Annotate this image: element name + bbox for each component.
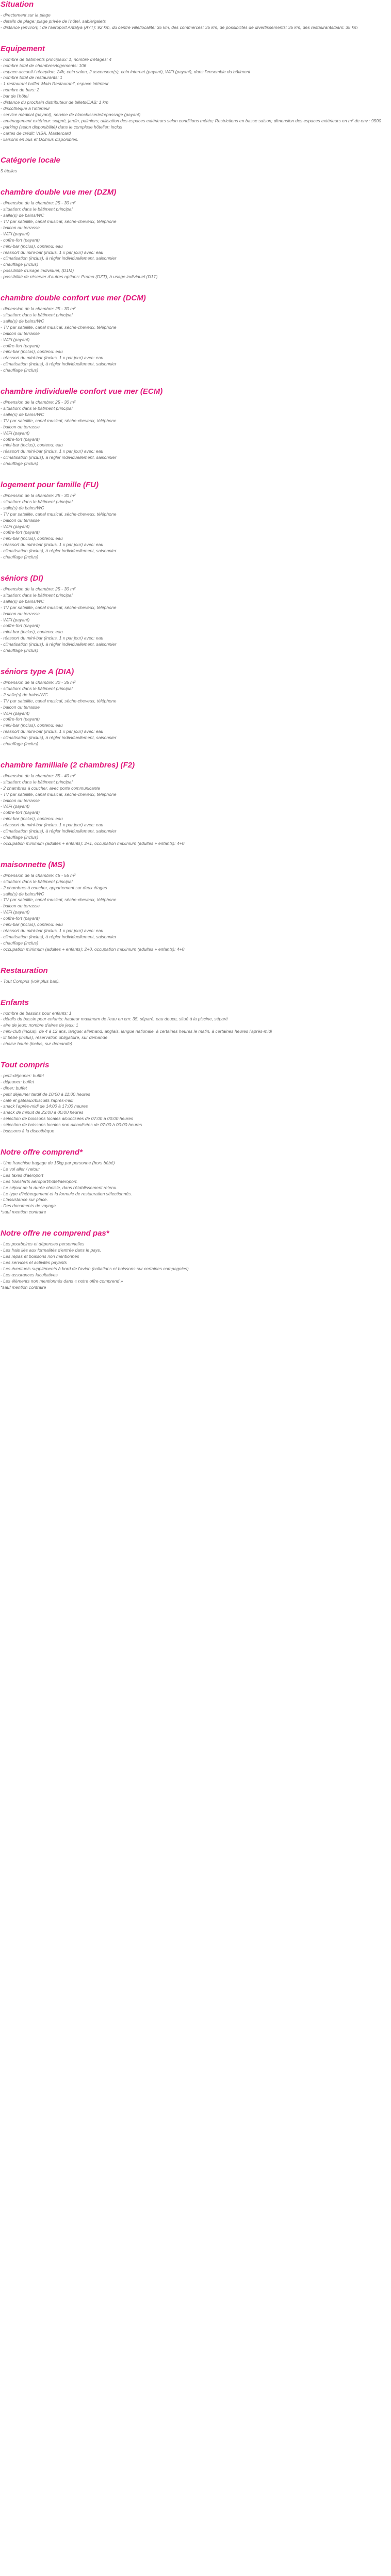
list-item: - occupation minimum (adultes + enfants): 2+0, occupation maximum (adultes + enfants): 4+0 xyxy=(1,946,185,952)
section-lines xyxy=(1,1241,391,1290)
list-item: - discothèque à l'intérieur xyxy=(1,105,50,111)
list-item: - WiFi (payant) xyxy=(1,430,30,436)
section-lines xyxy=(1,12,391,31)
list-item: - nombre de bars: 2 xyxy=(1,87,39,93)
section-tout-compris xyxy=(1,1061,391,1134)
section-title: séniors type A (DIA) xyxy=(1,667,74,676)
list-item: - nombre de bassins pour enfants: 1 xyxy=(1,1010,72,1016)
list-item: - réassort du mini-bar (inclus, 1 x par jour) avec: eau xyxy=(1,355,104,361)
list-item: - situation: dans le bâtiment principal xyxy=(1,206,73,212)
list-item: - dimension de la chambre: 30 - 35 m² xyxy=(1,679,76,685)
section-title: chambre familliale (2 chambres) (F2) xyxy=(1,760,135,770)
list-item: - cartes de crédit: VISA, Mastercard xyxy=(1,130,71,136)
section-title: chambre individuelle confort vue mer (ECM) xyxy=(1,387,163,396)
list-item: - occupation minimum (adultes + enfants): 2+1, occupation maximum (adultes + enfants): 4+0 xyxy=(1,840,185,846)
section-title: Equipement xyxy=(1,44,45,53)
list-item: - situation: dans le bâtiment principal xyxy=(1,685,73,691)
list-item: - boissons à la discothèque xyxy=(1,1128,55,1134)
section-room-dcm xyxy=(1,294,391,374)
list-item: - mini-bar (inclus), contenu: eau xyxy=(1,816,63,822)
section-lines xyxy=(1,399,391,467)
list-item: - coffre-fort (payant) xyxy=(1,623,40,629)
list-item: - détails du bassin pour enfants: hauteur maximum de l'eau en cm: 35, séparé, eau douce, situé à la piscine, séparé xyxy=(1,1016,228,1022)
list-item: - Les assurances facultatives xyxy=(1,1272,58,1277)
list-item: - service médical (payant), service de blanchisserie/repassage (payant) xyxy=(1,111,141,117)
list-item: - climatisation (inclus), à régler individuellement, saisonnier xyxy=(1,255,117,261)
list-item: - réassort du mini-bar (inclus, 1 x par jour) avec: eau xyxy=(1,729,104,734)
list-item: - possibilité d'usage individuel, (D1M) xyxy=(1,268,74,274)
list-item: - 2 chambres à coucher, avec porte communicante xyxy=(1,785,100,791)
list-item: - Les éventuels suppléments à bord de l'avion (collations et boissons sur certaines compagnies) xyxy=(1,1266,189,1271)
section-categorie xyxy=(1,156,391,174)
list-item: - TV par satellite, canal musical, sèche-cheveux, téléphone xyxy=(1,698,117,703)
list-item: - balcon ou terrasse xyxy=(1,330,40,336)
list-item: - Tout Compris (voir plus bas). xyxy=(1,978,60,984)
list-item: - chauffage (inclus) xyxy=(1,461,39,467)
list-item: - situation: dans le bâtiment principal xyxy=(1,779,73,785)
section-lines xyxy=(1,873,391,953)
list-item: - situation: dans le bâtiment principal xyxy=(1,312,73,317)
list-item: - nombre total de chambres/logements: 106 xyxy=(1,62,87,68)
section-lines xyxy=(1,57,391,143)
list-item: - WiFi (payant) xyxy=(1,617,30,622)
list-item: - WiFi (payant) xyxy=(1,337,30,342)
section-lines xyxy=(1,1073,391,1134)
list-item: - balcon ou terrasse xyxy=(1,903,40,909)
list-item: - café et gâteaux/biscuits l'après-midi xyxy=(1,1097,74,1103)
list-item: - dimension de la chambre: 25 - 30 m² xyxy=(1,586,76,591)
list-item: - climatisation (inclus), à régler individuellement, saisonnier xyxy=(1,642,117,647)
section-lines xyxy=(1,773,391,847)
list-item: - chauffage (inclus) xyxy=(1,367,39,373)
list-item: - chaise haute (inclus, sur demande) xyxy=(1,1041,73,1047)
list-item: - sélection de boissons locales non-alcoolisées de 07:00 à 00:00 heures xyxy=(1,1122,142,1128)
list-item: - distance (environ) : de l'aéroport Antalya (AYT): 92 km, du centre ville/localité: 35 km, des commerces: 35 km, de possibilités de divertissements: 35 km, des restaurants/bars: 35 km xyxy=(1,24,358,30)
section-lines xyxy=(1,168,391,174)
list-item: - 2 salle(s) de bains/WC xyxy=(1,692,48,697)
list-item: - coffre-fort (payant) xyxy=(1,237,40,243)
section-lines xyxy=(1,979,391,985)
list-item: - mini-club (inclus), de 4 à 12 ans, langue: allemand, anglais, langue nationale, à certaines heures le matin, à certaines heures l'après-midi xyxy=(1,1029,272,1034)
list-item: - TV par satellite, canal musical, sèche-cheveux, téléphone xyxy=(1,324,117,330)
list-item: - coffre-fort (payant) xyxy=(1,916,40,921)
list-item: - Les taxes d'aéroport xyxy=(1,1172,43,1178)
list-item: - dîner: buffet xyxy=(1,1085,27,1091)
list-item: - nombre de bâtiments principaux: 1, nombre d'étages: 4 xyxy=(1,56,112,62)
list-item: - Les pourboires et dépenses personnelles xyxy=(1,1241,85,1247)
list-item: - Le séjour de la durée choisie, dans l'établissement retenu. xyxy=(1,1185,118,1190)
list-item: - situation: dans le bâtiment principal xyxy=(1,878,73,884)
list-item: - TV par satellite, canal musical, sèche-cheveux, téléphone xyxy=(1,897,117,903)
section-room-ms xyxy=(1,860,391,953)
list-item: - climatisation (inclus), à régler individuellement, saisonnier xyxy=(1,455,117,460)
list-item: - WiFi (payant) xyxy=(1,909,30,915)
section-offre-comprend xyxy=(1,1148,391,1215)
list-item: - salle(s) de bains/WC xyxy=(1,318,44,324)
list-item: - Des documents de voyage. xyxy=(1,1203,57,1209)
list-item: - aire de jeux: nombre d'aires de jeux: 1 xyxy=(1,1022,78,1028)
list-item: - dimension de la chambre: 25 - 30 m² xyxy=(1,200,76,206)
list-item: - balcon ou terrasse xyxy=(1,517,40,523)
section-situation xyxy=(1,0,391,31)
section-equipement xyxy=(1,44,391,143)
list-item: - WiFi (payant) xyxy=(1,710,30,716)
list-item: - balcon ou terrasse xyxy=(1,797,40,803)
list-item: - Les services et activités payants xyxy=(1,1259,67,1265)
list-item: - liaisons en bus et Dolmus disponibles. xyxy=(1,136,78,142)
list-item: - espace accueil / réception, 24h, coin salon, 2 ascenseur(s), coin internet (payant), WiFi (payant), dans l'ensemble du bâtiment xyxy=(1,69,251,74)
list-item: - climatisation (inclus), à régler individuellement, saisonnier xyxy=(1,735,117,741)
list-item: - aménagement extérieur: soigné, jardin, palmiers; utilisation des espaces extérieurs selon conditions météo; Restrictions en basse saison; dimension des espaces extérieurs en m² de env.: 9500 xyxy=(1,118,381,123)
list-item: - chauffage (inclus) xyxy=(1,835,39,840)
list-item: - salle(s) de bains/WC xyxy=(1,505,44,510)
list-item: - réassort du mini-bar (inclus, 1 x par jour) avec: eau xyxy=(1,449,104,454)
list-item: - Le vol aller / retour xyxy=(1,1166,40,1172)
list-item: - situation: dans le bâtiment principal xyxy=(1,405,73,411)
list-item: - déjeuner: buffet xyxy=(1,1079,34,1084)
section-title: maisonnette (MS) xyxy=(1,860,66,869)
list-item: - TV par satellite, canal musical, sèche-cheveux, téléphone xyxy=(1,511,117,517)
footnote: *sauf mention contraire xyxy=(1,1209,46,1215)
list-item: - réassort du mini-bar (inclus, 1 x par jour) avec: eau xyxy=(1,635,104,641)
list-item: - climatisation (inclus), à régler individuellement, saisonnier xyxy=(1,548,117,554)
list-item: - chauffage (inclus) xyxy=(1,940,39,946)
list-item: - réassort du mini-bar (inclus, 1 x par jour) avec: eau xyxy=(1,249,104,255)
list-item: - dimension de la chambre: 25 - 30 m² xyxy=(1,399,76,405)
section-lines xyxy=(1,200,391,280)
list-item: - mini-bar (inclus), contenu: eau xyxy=(1,922,63,927)
section-lines xyxy=(1,586,391,654)
section-room-di xyxy=(1,574,391,654)
section-offre-ne-comprend-pas xyxy=(1,1229,391,1290)
list-item: - réassort du mini-bar (inclus, 1 x par jour) avec: eau xyxy=(1,927,104,933)
list-item: - coffre-fort (payant) xyxy=(1,716,40,722)
list-item: - L'assistance sur place. xyxy=(1,1197,48,1203)
section-lines xyxy=(1,1011,391,1047)
list-item: - coffre-fort (payant) xyxy=(1,810,40,815)
list-item: - situation: dans le bâtiment principal xyxy=(1,592,73,598)
section-title: chambre double vue mer (DZM) xyxy=(1,188,117,197)
list-item: - WiFi (payant) xyxy=(1,804,30,809)
section-title: Notre offre comprend* xyxy=(1,1148,83,1157)
list-item: - climatisation (inclus), à régler individuellement, saisonnier xyxy=(1,934,117,939)
list-item: - réassort du mini-bar (inclus, 1 x par jour) avec: eau xyxy=(1,822,104,828)
list-item: - chauffage (inclus) xyxy=(1,554,39,560)
section-title: Enfants xyxy=(1,998,29,1007)
section-title: Tout compris xyxy=(1,1060,50,1069)
list-item: - climatisation (inclus), à régler individuellement, saisonnier xyxy=(1,828,117,834)
list-item: - coffre-fort (payant) xyxy=(1,530,40,535)
list-item: - coffre-fort (payant) xyxy=(1,343,40,348)
list-item: - bar de l'hôtel xyxy=(1,93,29,99)
section-room-dia xyxy=(1,667,391,747)
section-title: logement pour famille (FU) xyxy=(1,481,99,490)
list-item: - TV par satellite, canal musical, sèche-cheveux, téléphone xyxy=(1,791,117,797)
list-item: - Le type d'hébergement et la formule de restauration sélectionnés. xyxy=(1,1191,132,1196)
list-item: - TV par satellite, canal musical, sèche-cheveux, téléphone xyxy=(1,604,117,610)
list-item: - snack l'après-midi de 14:00 à 17:00 heures xyxy=(1,1103,88,1109)
list-item: - TV par satellite, canal musical, sèche-cheveux, téléphone xyxy=(1,418,117,423)
list-item: - WiFi (payant) xyxy=(1,523,30,529)
list-item: - climatisation (inclus), à régler individuellement, saisonnier xyxy=(1,361,117,367)
list-item: - mini-bar (inclus), contenu: eau xyxy=(1,349,63,355)
list-item: - mini-bar (inclus), contenu: eau xyxy=(1,723,63,728)
section-lines xyxy=(1,1160,391,1215)
list-item: - salle(s) de bains/WC xyxy=(1,598,44,604)
list-item: - lit bébé (inclus), réservation obligatoire, sur demande xyxy=(1,1035,108,1041)
list-item: - Les transferts aéroport/hôtel/aéroport. xyxy=(1,1178,78,1184)
section-enfants xyxy=(1,998,391,1047)
list-item: - balcon ou terrasse xyxy=(1,611,40,616)
section-room-ecm xyxy=(1,387,391,467)
list-item: - Les éléments non mentionnés dans « notre offre comprend » xyxy=(1,1278,123,1284)
list-item: - distance du prochain distributeur de billets/DAB: 1 km xyxy=(1,100,109,105)
section-title: Notre offre ne comprend pas* xyxy=(1,1229,109,1238)
list-item: - petit-déjeuner: buffet xyxy=(1,1073,44,1078)
list-item: - details de plage: plage privée de l'hôtel, sable/galets xyxy=(1,18,106,24)
list-item: - dimension de la chambre: 45 - 55 m² xyxy=(1,872,76,878)
list-item: - Les frais liés aux formalités d'entrée dans le pays. xyxy=(1,1247,102,1253)
list-item: - sélection de boissons locales alcoolisées de 07:00 à 00:00 heures xyxy=(1,1116,134,1122)
section-title: Situation xyxy=(1,0,34,9)
list-item: - salle(s) de bains/WC xyxy=(1,411,44,417)
list-item: - salle(s) de bains/WC xyxy=(1,891,44,897)
list-item: - directement sur la plage xyxy=(1,12,51,18)
list-item: - dimension de la chambre: 25 - 30 m² xyxy=(1,306,76,312)
section-lines xyxy=(1,493,391,561)
list-item: - chauffage (inclus) xyxy=(1,648,39,653)
list-item: - balcon ou terrasse xyxy=(1,704,40,710)
section-room-fu xyxy=(1,481,391,561)
section-lines xyxy=(1,306,391,374)
list-item: - mini-bar (inclus), contenu: eau xyxy=(1,243,63,249)
section-title: séniors (DI) xyxy=(1,574,43,583)
list-item: - mini-bar (inclus), contenu: eau xyxy=(1,442,63,448)
list-item: - WiFi (payant) xyxy=(1,231,30,236)
section-restauration xyxy=(1,966,391,985)
section-lines xyxy=(1,680,391,747)
section-room-f2 xyxy=(1,761,391,847)
list-item: - salle(s) de bains/WC xyxy=(1,213,44,218)
section-title: Catégorie locale xyxy=(1,156,60,165)
list-item: - TV par satellite, canal musical, sèche-cheveux, téléphone xyxy=(1,219,117,225)
list-item: - 1 restaurant buffet 'Main Restaurant', espace intérieur xyxy=(1,81,109,87)
list-item: - Les repas et boissons non mentionnés xyxy=(1,1253,79,1259)
list-item: - réassort du mini-bar (inclus, 1 x par jour) avec: eau xyxy=(1,542,104,548)
list-item: - balcon ou terrasse xyxy=(1,424,40,429)
section-title: chambre double confort vue mer (DCM) xyxy=(1,294,146,303)
list-item: - mini-bar (inclus), contenu: eau xyxy=(1,536,63,541)
list-item: - Une franchise bagage de 15kg par personne (hors bébé) xyxy=(1,1160,115,1165)
footnote: *sauf mention contraire xyxy=(1,1284,46,1290)
list-item: - 2 chambres à coucher, appartement sur deux étages xyxy=(1,885,107,890)
list-item: - mini-bar (inclus), contenu: eau xyxy=(1,629,63,635)
list-item: - chauffage (inclus) xyxy=(1,741,39,747)
list-item: - balcon ou terrasse xyxy=(1,225,40,230)
section-room-dzm xyxy=(1,188,391,280)
list-item: - dimension de la chambre: 35 - 40 m² xyxy=(1,773,76,778)
list-item: - parking (selon disponibilité) dans le complexe hôtelier: inclus xyxy=(1,124,122,130)
list-item: 5 étoiles xyxy=(1,168,18,174)
list-item: - coffre-fort (payant) xyxy=(1,436,40,442)
list-item: - possibilité de réserver d'autres options: Promo (DZT), à usage individuel (D1T) xyxy=(1,274,158,280)
list-item: - snack de minuit de 23:00 à 00:00 heures xyxy=(1,1110,84,1115)
list-item: - chauffage (inclus) xyxy=(1,262,39,267)
list-item: - dimension de la chambre: 25 - 30 m² xyxy=(1,493,76,499)
list-item: - situation: dans le bâtiment principal xyxy=(1,499,73,504)
list-item: - nombre total de restaurants: 1 xyxy=(1,75,62,81)
list-item: - petit déjeuner tardif de 10:00 à 11:00 heures xyxy=(1,1091,90,1097)
section-title: Restauration xyxy=(1,966,48,975)
